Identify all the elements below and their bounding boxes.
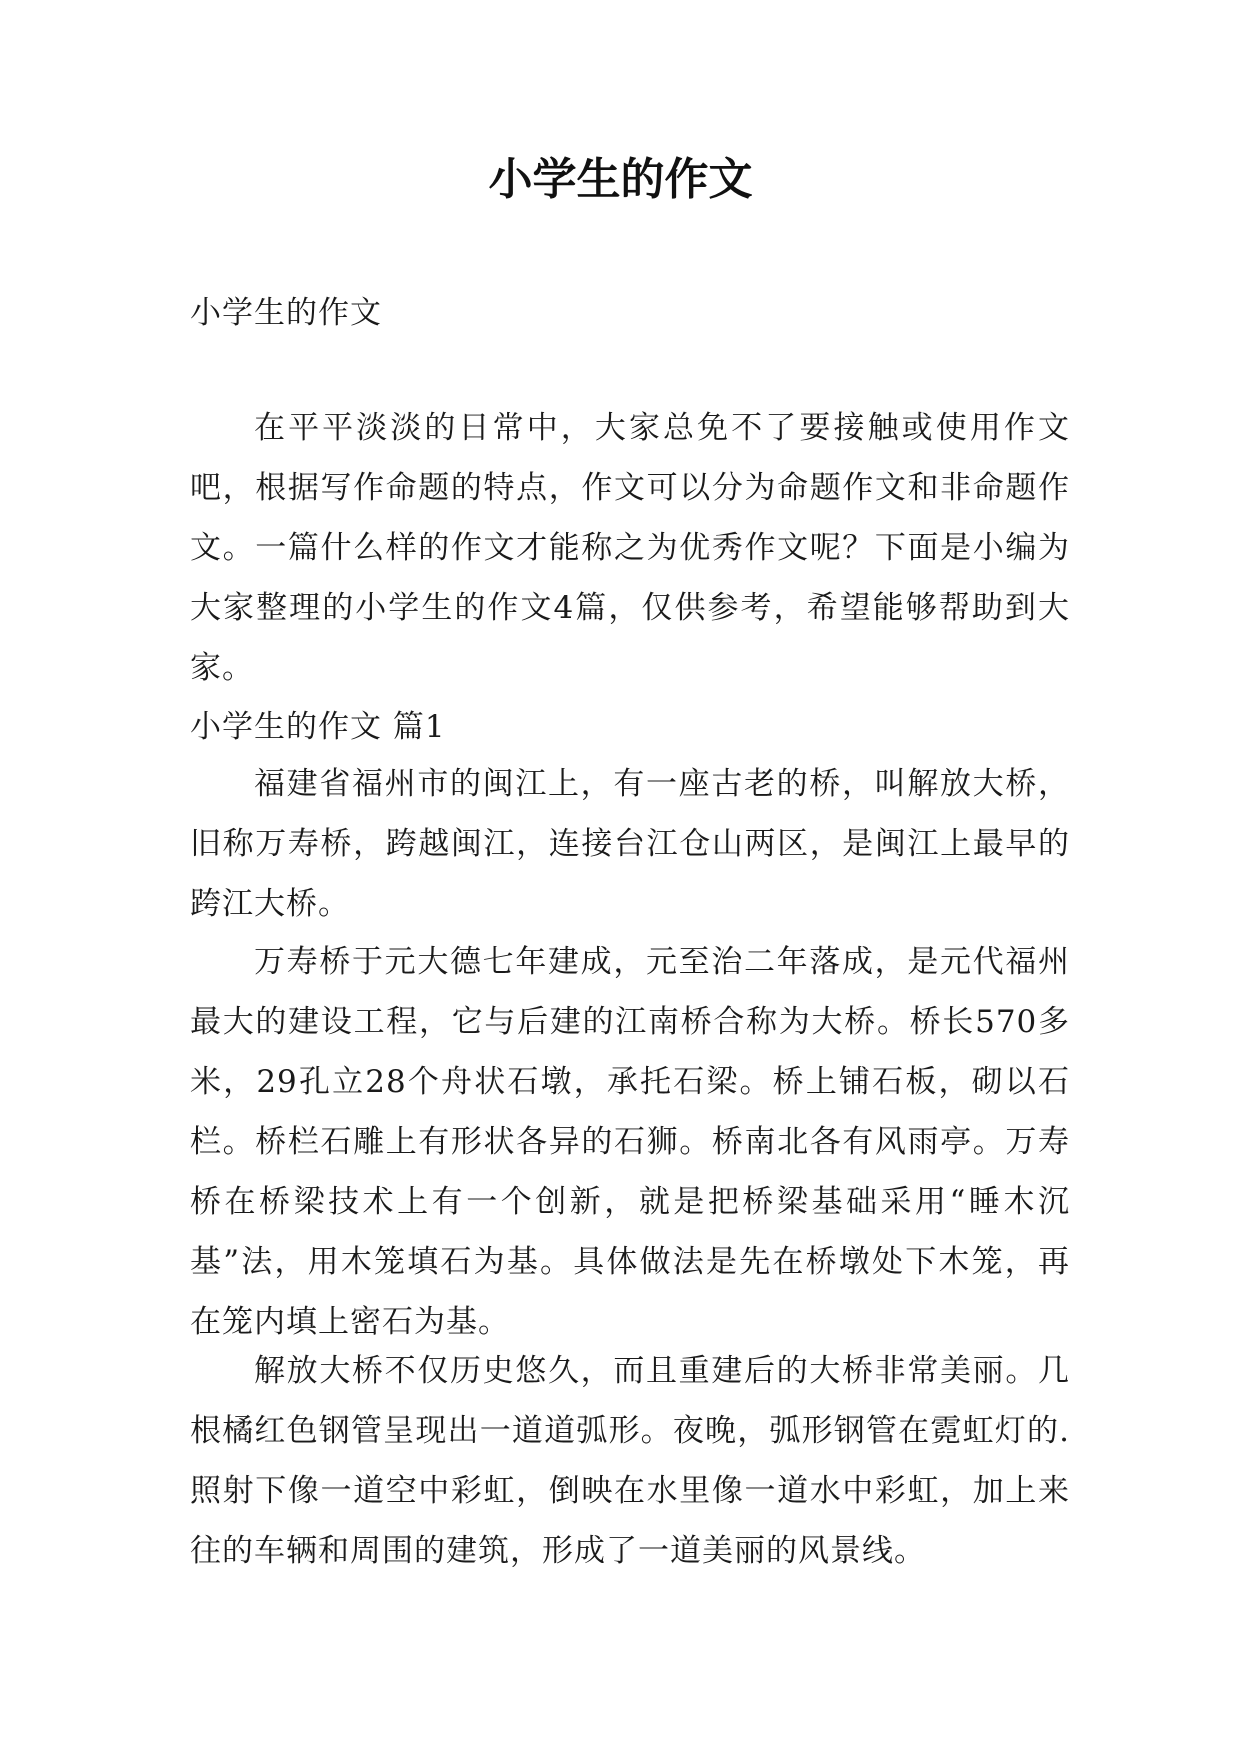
body-paragraph: 解放大桥不仅历史悠久，而且重建后的大桥非常美丽。几根橘红色钢管呈现出一道道弧形。夜晚，弧形钢管在霓虹灯的.照射下像一道空中彩虹，倒映在水里像一道水中彩虹，加上来往的车辆和周围的建筑，形成了一道美丽的风景线。	[190, 1353, 1070, 1569]
document-subtitle: 小学生的作文	[190, 295, 382, 331]
intro-paragraph: 在平平淡淡的日常中，大家总免不了要接触或使用作文吧，根据写作命题的特点，作文可以分为命题作文和非命题作文。一篇什么样的作文才能称之为优秀作文呢？下面是小编为大家整理的小学生的作文4篇，仅供参考，希望能够帮助到大家。	[190, 410, 1070, 686]
document-title: 小学生的作文	[488, 154, 753, 205]
body-paragraph: 万寿桥于元大德七年建成，元至治二年落成，是元代福州最大的建设工程，它与后建的江南桥合称为大桥。桥长570多米，29孔立28个舟状石墩，承托石梁。桥上铺石板，砌以石栏。桥栏石雕上有形状各异的石狮。桥南北各有风雨亭。万寿桥在桥梁技术上有一个创新，就是把桥梁基础采用“睡木沉基”法，用木笼填石为基。具体做法是先在桥墩处下木笼，再在笼内填上密石为基。	[190, 944, 1070, 1340]
body-paragraph: 福建省福州市的闽江上，有一座古老的桥，叫解放大桥，旧称万寿桥，跨越闽江，连接台江仓山两区，是闽江上最早的跨江大桥。	[190, 766, 1070, 922]
section-heading: 小学生的作文 篇1	[190, 709, 446, 745]
